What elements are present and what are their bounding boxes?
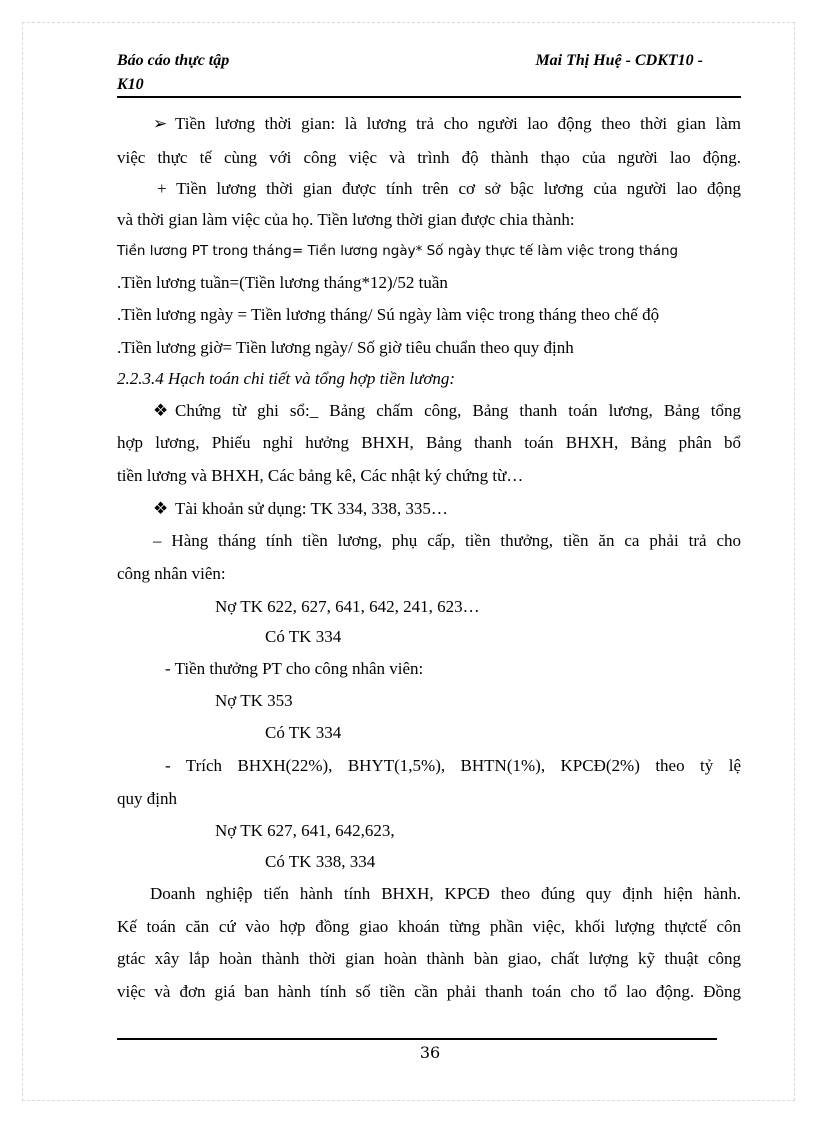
paragraph-line: - Trích BHXH(22%), BHYT(1,5%), BHTN(1%), KPCĐ(2%) theo tỷ lệ bbox=[165, 756, 741, 775]
header-rule bbox=[117, 96, 741, 98]
section-heading: 2.2.3.4 Hạch toán chi tiết và tổng hợp tiền lương: bbox=[117, 369, 456, 388]
page-header bbox=[117, 46, 741, 96]
paragraph-line: quy định bbox=[117, 789, 177, 808]
paragraph-line bbox=[153, 113, 741, 135]
header-author: Mai Thị Huệ - CDKT10 - bbox=[535, 52, 703, 69]
header-left-line1: Báo cáo thực tập bbox=[117, 52, 230, 69]
formula-line: .Tiền lương giờ= Tiền lương ngày/ Số giờ tiêu chuẩn theo quy định bbox=[117, 338, 574, 357]
paragraph-line: – Hàng tháng tính tiền lương, phụ cấp, tiền thưởng, tiền ăn ca phải trả cho bbox=[153, 531, 741, 550]
header-report-title bbox=[117, 49, 317, 97]
journal-entry-debit: Nợ TK 622, 627, 641, 642, 241, 623… bbox=[215, 597, 480, 616]
paragraph-line: + Tiền lương thời gian được tính trên cơ sở bậc lương của người lao động bbox=[157, 179, 741, 198]
paragraph-line: việc và đơn giá ban hành tính số tiền cần phải thanh toán cho tổ lao động. Đồng bbox=[117, 982, 741, 1001]
paragraph-line: và thời gian làm việc của họ. Tiền lương thời gian được chia thành: bbox=[117, 210, 575, 229]
footer-rule bbox=[117, 1038, 717, 1040]
text-line: Tiền lương thời gian: là lương trả cho người lao động theo thời gian làm bbox=[175, 114, 741, 133]
paragraph-line: tiền lương và BHXH, Các bảng kê, Các nhật ký chứng từ… bbox=[117, 466, 524, 485]
paragraph-line: hợp lương, Phiếu nghỉ hưởng BHXH, Bảng thanh toán BHXH, Bảng phân bổ bbox=[117, 433, 741, 452]
diamond-bullet-icon: ❖ bbox=[153, 401, 169, 420]
diamond-bullet-icon: ❖ bbox=[153, 499, 169, 518]
journal-entry-credit: Có TK 338, 334 bbox=[265, 852, 376, 871]
text-line: Chứng từ ghi sổ:_ Bảng chấm công, Bảng thanh toán lương, Bảng tổng bbox=[175, 401, 741, 420]
paragraph-line: Doanh nghiệp tiến hành tính BHXH, KPCĐ theo đúng quy định hiện hành. bbox=[150, 884, 741, 903]
journal-entry-debit: Nợ TK 353 bbox=[215, 691, 293, 710]
arrow-bullet-icon: ➢ bbox=[153, 114, 168, 133]
header-left-line2: K10 bbox=[117, 76, 144, 93]
journal-entry-credit: Có TK 334 bbox=[265, 627, 342, 646]
paragraph-line: việc thực tế cùng với công việc và trình độ thành thạo của người lao động. bbox=[117, 148, 741, 167]
formula-line: .Tiền lương ngày = Tiền lương tháng/ Sú ngày làm việc trong tháng theo chế độ bbox=[117, 305, 660, 324]
formula-line: Tiền lương PT trong tháng= Tiền lương ngày* Số ngày thực tế làm việc trong tháng bbox=[117, 243, 679, 259]
paragraph-line bbox=[153, 498, 741, 520]
paragraph-line bbox=[153, 400, 741, 422]
paragraph-line: gtác xây lắp hoàn thành thời gian hoàn thành bàn giao, chất lượng kỹ thuật công bbox=[117, 949, 741, 968]
paragraph-line: Kế toán căn cứ vào hợp đồng giao khoán từng phần việc, khối lượng thựctế côn bbox=[117, 917, 741, 936]
text-line: Tài khoản sử dụng: TK 334, 338, 335… bbox=[175, 499, 448, 518]
page-number: 36 bbox=[419, 1043, 441, 1062]
journal-entry-debit: Nợ TK 627, 641, 642,623, bbox=[215, 821, 395, 840]
paragraph-line: - Tiền thưởng PT cho công nhân viên: bbox=[165, 659, 424, 678]
formula-line: .Tiền lương tuần=(Tiền lương tháng*12)/52 tuần bbox=[117, 273, 448, 292]
journal-entry-credit: Có TK 334 bbox=[265, 723, 342, 742]
paragraph-line: công nhân viên: bbox=[117, 564, 226, 583]
